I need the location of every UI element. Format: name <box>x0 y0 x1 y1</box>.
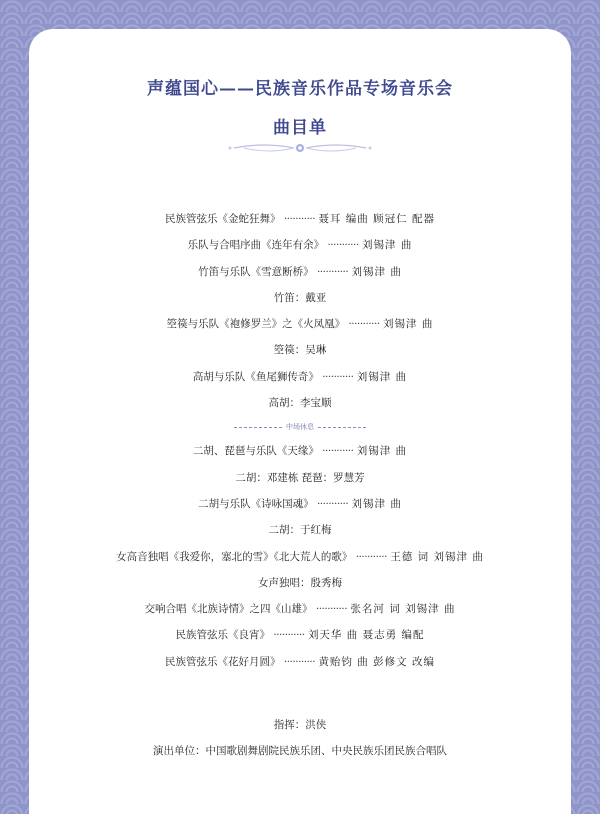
intermission-label: 中场休息 <box>286 423 314 432</box>
leader-dots: ··········· <box>327 239 359 252</box>
program-credit: 王德 词 刘锡津 曲 <box>390 550 484 563</box>
program-item <box>29 311 571 337</box>
program-work: 民族管弦乐《良宵》 <box>175 629 271 642</box>
program-item <box>29 491 571 517</box>
divider-rule <box>318 427 366 428</box>
divider-rule <box>234 427 282 428</box>
program-item <box>29 596 571 622</box>
program-credit: 刘锡津 曲 <box>383 318 434 331</box>
performers-line: 演出单位：中国歌剧舞剧院民族乐团、中央民族乐团民族合唱队 <box>153 745 447 758</box>
program-work: 箜篌与乐队《袍修罗兰》之《火凤凰》 <box>166 318 346 331</box>
leader-dots: ··········· <box>273 629 305 642</box>
program-item <box>29 622 571 648</box>
program-credit: 聂耳 编曲 顾冠仁 配器 <box>318 213 435 225</box>
program-item <box>29 206 571 232</box>
program-credit: 黄贻钧 曲 彭修文 改编 <box>318 655 435 668</box>
floral-divider-icon <box>224 141 376 155</box>
program-credit: 张名河 词 刘锡津 曲 <box>350 603 456 616</box>
program-item <box>29 438 571 464</box>
program-work: 民族管弦乐《花好月圆》 <box>165 655 281 668</box>
leader-dots: ··········· <box>322 445 354 458</box>
program-item <box>29 259 571 285</box>
program-work: 箜篌：吴琳 <box>273 344 327 357</box>
program-work: 女声独唱：殷秀梅 <box>258 576 342 589</box>
intermission-divider <box>29 416 571 438</box>
program-credit: 刘锡津 曲 <box>351 497 402 510</box>
program-item <box>29 285 571 311</box>
program-credit: 刘天华 曲 聂志勇 编配 <box>307 629 425 642</box>
leader-dots: ··········· <box>348 318 380 331</box>
program-credit: 刘锡津 曲 <box>356 445 408 458</box>
program-credit: 刘锡津 曲 <box>351 265 402 278</box>
program-work: 二胡、琵琶与乐队《天缘》 <box>192 445 319 458</box>
conductor-line: 指挥：洪侠 <box>273 719 327 731</box>
program-work: 交响合唱《北族诗情》之四《山雄》 <box>144 603 313 616</box>
program-item <box>29 649 571 675</box>
program-item <box>29 390 571 416</box>
program-work: 二胡：邓建栋 琵琶：罗慧芳 <box>235 471 365 484</box>
program-card <box>29 29 571 814</box>
leader-dots: ··········· <box>315 603 348 616</box>
leader-dots: ··········· <box>283 213 316 225</box>
leader-dots: ··········· <box>283 655 316 668</box>
leader-dots: ··········· <box>355 550 387 563</box>
program-item <box>29 544 571 570</box>
program-work: 高胡：李宝顺 <box>268 397 332 410</box>
program-work: 竹笛：戴亚 <box>273 291 327 304</box>
program-work: 二胡：于红梅 <box>268 524 332 537</box>
program-work: 高胡与乐队《鱼尾狮传奇》 <box>192 370 319 383</box>
program-item <box>29 232 571 258</box>
concert-title: 声蕴国心——民族音乐作品专场音乐会 <box>147 79 453 99</box>
program-list <box>29 206 571 675</box>
program-credit: 刘锡津 曲 <box>356 370 408 383</box>
program-credit: 刘锡津 曲 <box>362 239 413 252</box>
program-item <box>29 465 571 491</box>
program-item <box>29 570 571 596</box>
program-work: 女高音独唱《我爱你，塞北的雪》《北大荒人的歌》 <box>116 550 353 563</box>
leader-dots: ··········· <box>316 497 349 510</box>
program-work: 民族管弦乐《金蛇狂舞》 <box>165 213 281 225</box>
program-item <box>29 337 571 363</box>
leader-dots: ··········· <box>322 370 354 383</box>
program-item <box>29 517 571 543</box>
program-work: 二胡与乐队《诗咏国魂》 <box>198 497 314 510</box>
program-work: 乐队与合唱序曲《连年有余》 <box>187 239 325 252</box>
footer <box>29 712 571 765</box>
leader-dots: ··········· <box>316 265 349 278</box>
program-item <box>29 364 571 390</box>
program-list-heading: 曲目单 <box>273 118 327 138</box>
program-work: 竹笛与乐队《雪意断桥》 <box>198 265 314 278</box>
